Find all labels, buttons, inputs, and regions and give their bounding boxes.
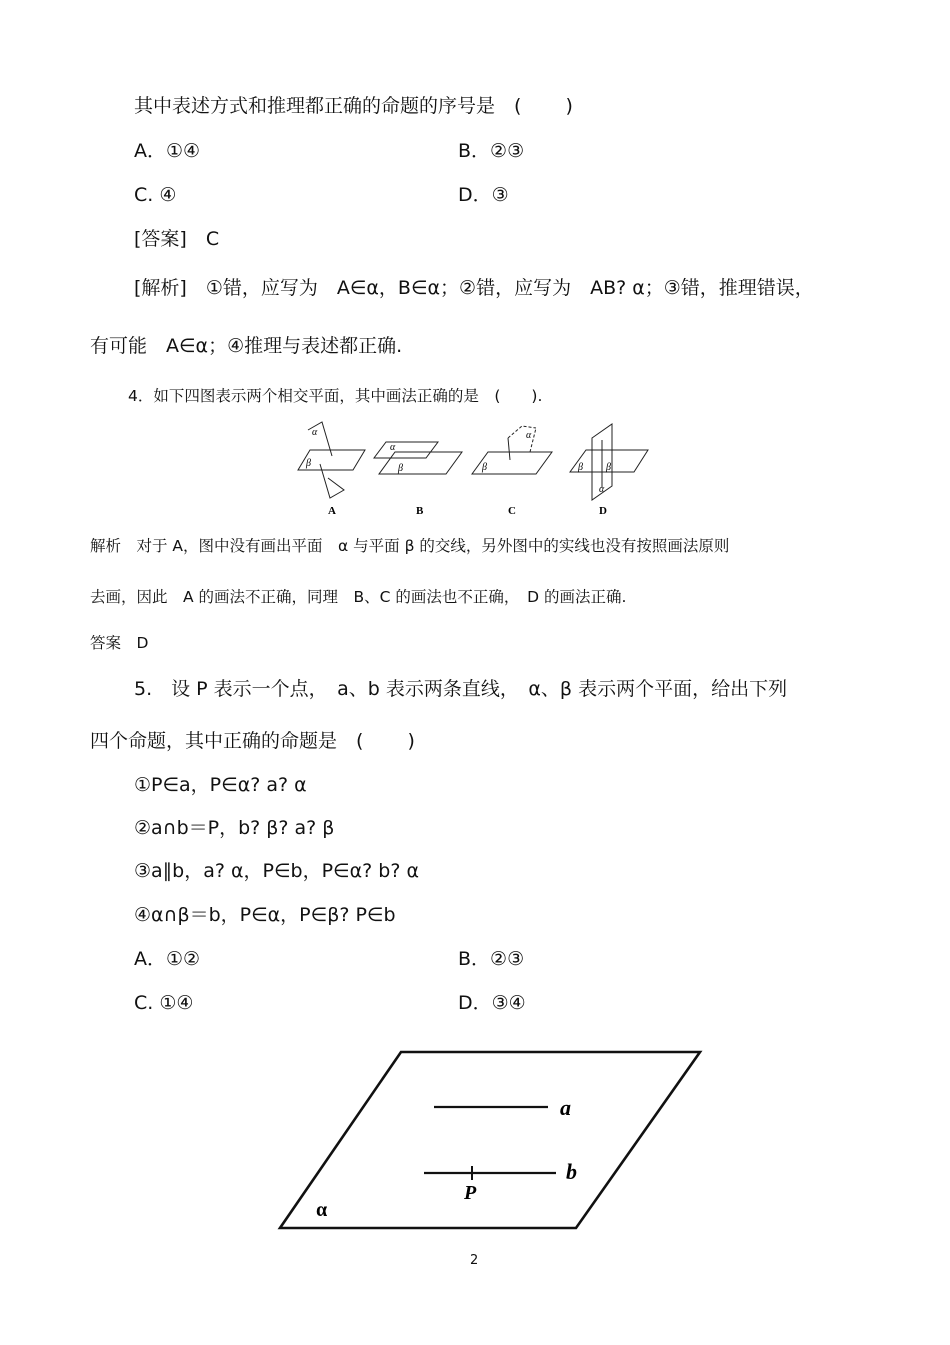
line-a-label: a (560, 1095, 571, 1120)
q4-stem: 4．如下四图表示两个相交平面，其中画法正确的是 ( ). (128, 387, 543, 405)
q5-stem-line2: 四个命题，其中正确的命题是 ( ) (90, 730, 415, 752)
q4-figure (290, 418, 660, 523)
q5-option-d: D．③④ (458, 992, 526, 1014)
q4-answer: 答案 D (90, 634, 149, 652)
figure-d-alpha: α (599, 484, 605, 495)
figure-c-beta: β (482, 462, 487, 473)
page-number: 2 (470, 1253, 479, 1268)
q5-option-a: A．①② (134, 948, 201, 970)
q5-item-4: ④α∩β＝b，P∈α，P∈β? P∈b (134, 904, 396, 926)
q3-option-d: D．③ (458, 184, 509, 206)
figure-b-alpha: α (390, 442, 396, 453)
q5-option-b: B．②③ (458, 948, 525, 970)
q3-option-c: C. ④ (134, 184, 177, 206)
q3-stem: 其中表述方式和推理都正确的命题的序号是 ( ) (134, 95, 573, 117)
q5-item-3: ③a∥b，a? α，P∈b，P∈α? b? α (134, 860, 419, 882)
figure-label-d: D (599, 505, 607, 517)
figure-b-beta: β (398, 463, 403, 474)
figure-label-a: A (328, 505, 336, 517)
q4-analysis-line1: 解析 对于 A，图中没有画出平面 α 与平面 β 的交线，另外图中的实线也没有按照画法原则 (90, 537, 730, 555)
plane-alpha-label: α (316, 1199, 328, 1221)
plane-alpha-outline (280, 1052, 700, 1228)
q3-answer: [答案] C (134, 228, 220, 250)
q5-item-1: ①P∈a，P∈α? a? α (134, 774, 307, 796)
figure-d-beta: β (578, 462, 583, 473)
figure-label-b: B (416, 505, 424, 517)
q3-option-b: B．②③ (458, 140, 525, 162)
q4-analysis-line2: 去画，因此 A 的画法不正确，同理 B、C 的画法也不正确， D 的画法正确. (90, 588, 627, 606)
figure-label-c: C (508, 505, 516, 517)
figure-a-beta: β (306, 458, 311, 469)
figure-a-alpha: α (312, 427, 318, 438)
q5-item-2: ②a∩b＝P，b? β? a? β (134, 817, 335, 839)
q3-analysis-line2: 有可能 A∈α；④推理与表述都正确. (90, 335, 403, 357)
figure-b-planes (374, 442, 462, 474)
figure-c-alpha: α (526, 430, 532, 441)
q5-option-c: C. ①④ (134, 992, 194, 1014)
q3-option-a: A．①④ (134, 140, 201, 162)
point-p-label: P (464, 1182, 477, 1204)
q5-stem-line1: 5. 设 P 表示一个点， a、b 表示两条直线， α、β 表示两个平面，给出下列 (134, 678, 788, 700)
q5-plane-figure (270, 1045, 710, 1240)
q3-analysis-line1: [解析] ①错，应写为 A∈α，B∈α；②错，应写为 AB? α；③错，推理错误， (134, 277, 814, 299)
figure-d-beta-2: β (606, 462, 611, 473)
line-b-label: b (566, 1159, 577, 1184)
